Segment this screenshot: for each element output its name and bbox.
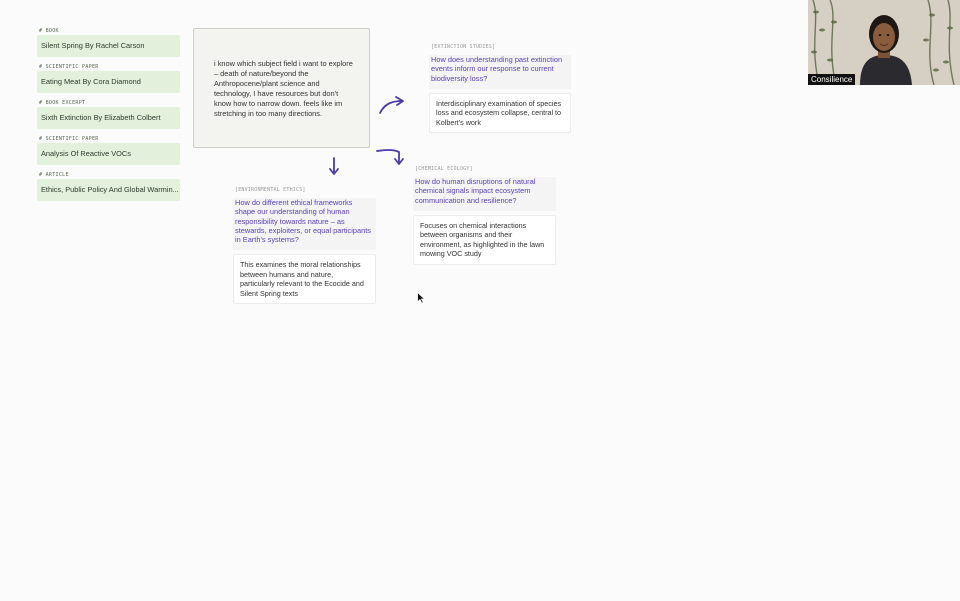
source-item[interactable] — [37, 27, 180, 57]
topic-description: Focuses on chemical interactions between organisms and their environment, as highlighted in the lawn mowing VOC study — [413, 215, 556, 265]
prompt-text: i know which subject field i want to explore – death of nature/beyond the Anthropocene/plant science and technology, I have resources but don't know how to narrow down. feels like im stretching in too many directions. — [214, 59, 353, 118]
source-tag: # BOOK EXCERPT — [39, 100, 86, 106]
mouse-cursor-icon — [417, 292, 425, 304]
arrow-to-ethics-icon — [326, 156, 344, 178]
source-tag: # SCIENTIFIC PAPER — [39, 136, 99, 142]
source-item[interactable] — [37, 99, 180, 129]
source-item[interactable] — [37, 135, 180, 165]
source-tag: # SCIENTIFIC PAPER — [39, 64, 99, 70]
topic-question[interactable]: How does understanding past extinction events inform our response to current biodiversity loss? — [429, 55, 571, 89]
prompt-note[interactable] — [193, 28, 370, 148]
topic-extinction[interactable] — [429, 44, 571, 133]
source-title[interactable]: Ethics, Public Policy And Global Warmin... — [37, 179, 180, 201]
topic-environmental-ethics[interactable] — [233, 187, 376, 304]
participant-video-icon — [808, 0, 960, 85]
topic-question[interactable]: How do different ethical frameworks shape our understanding of human responsibility towards nature – as stewards, exploiters, or equal participants in Earth's systems? — [233, 198, 376, 250]
source-title[interactable]: Eating Meat By Cora Diamond — [37, 71, 180, 93]
topic-description: Interdisciplinary examination of species loss and ecosystem collapse, central to Kolbert's work — [429, 93, 571, 133]
source-title[interactable]: Silent Spring By Rachel Carson — [37, 35, 180, 57]
topic-tag: [EXTINCTION STUDIES] — [431, 44, 496, 50]
topic-tag: [ENVIRONMENTAL ETHICS] — [235, 187, 306, 193]
video-feed[interactable] — [808, 0, 960, 85]
source-title[interactable]: Analysis Of Reactive VOCs — [37, 143, 180, 165]
source-list — [37, 27, 180, 207]
arrow-to-extinction-icon — [377, 95, 407, 117]
participant-name: Consilience — [808, 74, 855, 85]
source-tag: # ARTICLE — [39, 172, 69, 178]
source-item[interactable] — [37, 171, 180, 201]
topic-question[interactable]: How do human disruptions of natural chemical signals impact ecosystem communication and resilience? — [413, 177, 556, 211]
source-title[interactable]: Sixth Extinction By Elizabeth Colbert — [37, 107, 180, 129]
arrow-to-chemical-icon — [375, 146, 405, 168]
topic-description: This examines the moral relationships between humans and nature, particularly relevant to the Ecocide and Silent Spring texts — [233, 254, 376, 304]
source-item[interactable] — [37, 63, 180, 93]
topic-tag: [CHEMICAL ECOLOGY] — [415, 166, 473, 172]
topic-chemical-ecology[interactable] — [413, 166, 556, 265]
source-tag: # BOOK — [39, 28, 59, 34]
